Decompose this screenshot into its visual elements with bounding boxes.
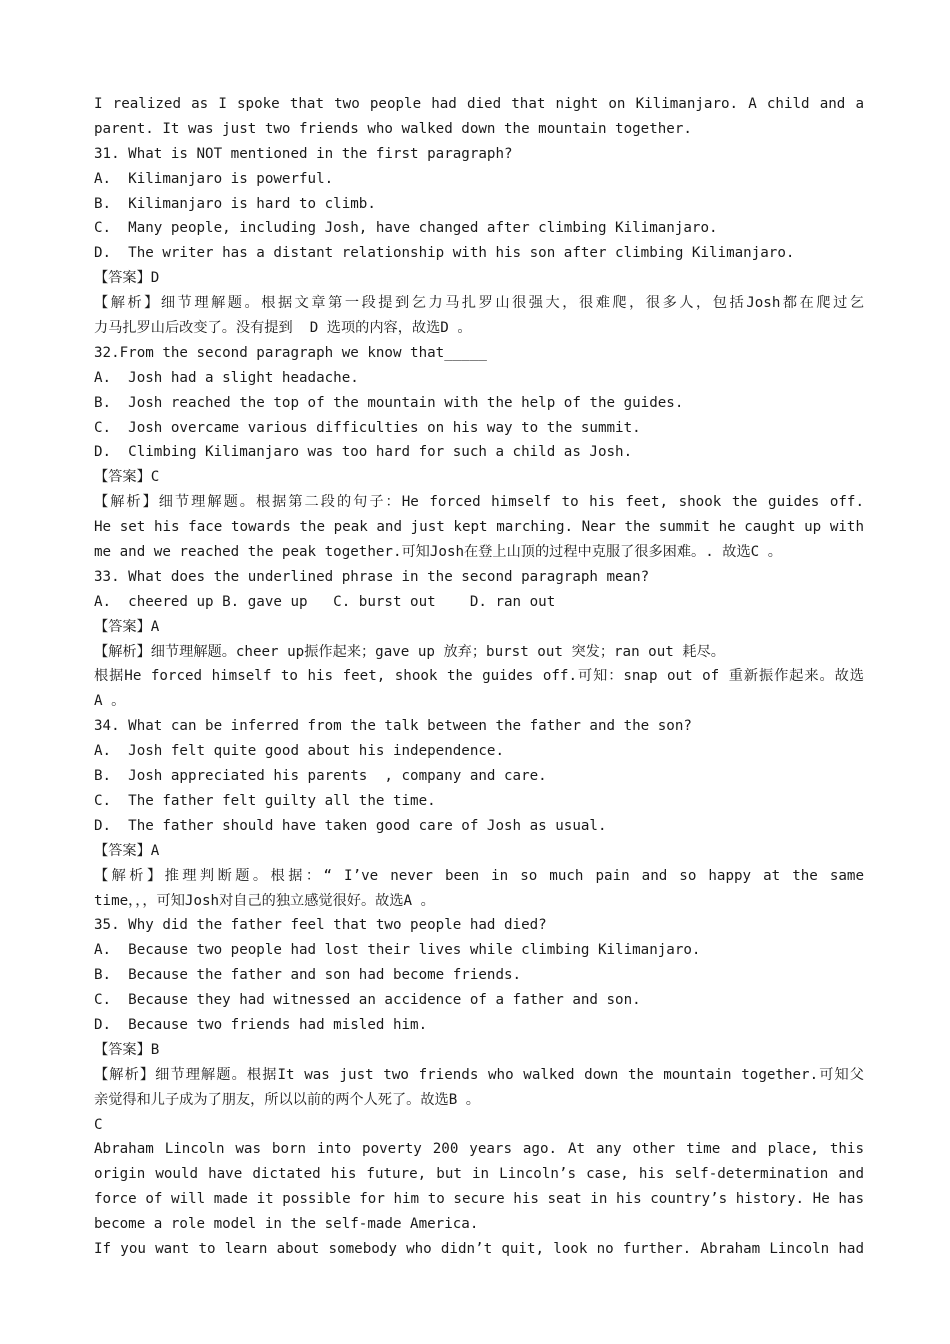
text-line: 【解析】细节理解题。根据It was just two friends who walked down the mountain together.可知父 (94, 1066, 864, 1083)
text-line: B. Josh appreciated his parents , company and care. (94, 768, 547, 785)
text-line: 【答案】A (94, 618, 160, 635)
text-line: B. Josh reached the top of the mountain with the help of the guides. (94, 394, 684, 411)
text-line: A. cheered up B. gave up C. burst out D. ran out (94, 593, 556, 610)
text-line: me and we reached the peak together.可知Josh在登上山顶的过程中克服了很多困难。. 故选C 。 (94, 544, 782, 561)
text-line: 【答案】D (94, 270, 160, 287)
text-line: D. The writer has a distant relationship with his son after climbing Kilimanjaro. (94, 245, 795, 262)
text-line: A 。 (94, 693, 126, 710)
text-line: 力马扎罗山后改变了。没有提到 D 选项的内容，故选D 。 (94, 320, 472, 337)
text-line: I realized as I spoke that two people had died that night on Kilimanjaro. A child and a (94, 96, 864, 112)
text-line: become a role model in the self-made America. (94, 1216, 479, 1233)
text-line: 31. What is NOT mentioned in the first paragraph? (94, 145, 513, 162)
text-line: B. Because the father and son had become friends. (94, 967, 522, 984)
text-line: Abraham Lincoln was born into poverty 200 years ago. At any other time and place, this (94, 1141, 864, 1158)
text-line: 【解析】推理判断题。根据：“ I’ve never been in so much pain and so happy at the same (94, 867, 864, 884)
text-line: 34. What can be inferred from the talk between the father and the son? (94, 718, 692, 735)
text-line: If you want to learn about somebody who didn’t quit, look no further. Abraham Lincoln had (94, 1240, 864, 1257)
text-line: He set his face towards the peak and just kept marching. Near the summit he caught up with (94, 519, 864, 536)
text-line: 【答案】B (94, 1041, 160, 1058)
text-line: origin would have dictated his future, but in Lincoln’s case, his self-determination and (94, 1166, 864, 1183)
text-line: 【解析】细节理解题。cheer up振作起来；gave up 放弃；burst out 突发；ran out 耗尽。 (94, 643, 725, 660)
text-line: 【答案】A (94, 842, 160, 859)
text-line: 35. Why did the father feel that two people had died? (94, 917, 547, 934)
text-line: 【解析】细节理解题。根据文章第一段提到乞力马扎罗山很强大，很难爬，很多人，包括Josh都在爬过乞 (94, 295, 864, 312)
text-line: A. Kilimanjaro is powerful. (94, 170, 334, 187)
text-line: 32.From the second paragraph we know that_____ (94, 344, 487, 361)
text-line: C. Because they had witnessed an accidence of a father and son. (94, 992, 641, 1009)
text-line: C. Josh overcame various difficulties on his way to the summit. (94, 419, 641, 436)
text-line: time，，，可知Josh对自己的独立感觉很好。故选A 。 (94, 892, 435, 909)
text-line: D. Climbing Kilimanjaro was too hard for such a child as Josh. (94, 444, 633, 461)
text-line: B. Kilimanjaro is hard to climb. (94, 195, 376, 212)
text-line: C (94, 1116, 103, 1133)
text-line: C. Many people, including Josh, have changed after climbing Kilimanjaro. (94, 220, 718, 237)
text-line: D. The father should have taken good care of Josh as usual. (94, 817, 607, 834)
text-line: 根据He forced himself to his feet, shook the guides off.可知：snap out of 重新振作起来。故选 (94, 668, 864, 685)
text-line: 【答案】C (94, 469, 160, 486)
text-line: A. Josh felt quite good about his independence. (94, 743, 504, 760)
text-line: parent. It was just two friends who walked down the mountain together. (94, 120, 692, 137)
text-line: A. Josh had a slight headache. (94, 369, 359, 386)
text-line: force of will made it possible for him to secure his seat in his country’s history. He has (94, 1191, 864, 1208)
text-line: A. Because two people had lost their lives while climbing Kilimanjaro. (94, 942, 701, 959)
text-line: 亲觉得和儿子成为了朋友，所以以前的两个人死了。故选B 。 (94, 1091, 480, 1108)
text-line: 33. What does the underlined phrase in the second paragraph mean? (94, 568, 650, 585)
text-line: C. The father felt guilty all the time. (94, 792, 436, 809)
text-line: 【解析】细节理解题。根据第二段的句子：He forced himself to his feet, shook the guides off. (94, 494, 864, 511)
document-page (94, 92, 864, 1262)
text-line: D. Because two friends had misled him. (94, 1016, 428, 1033)
